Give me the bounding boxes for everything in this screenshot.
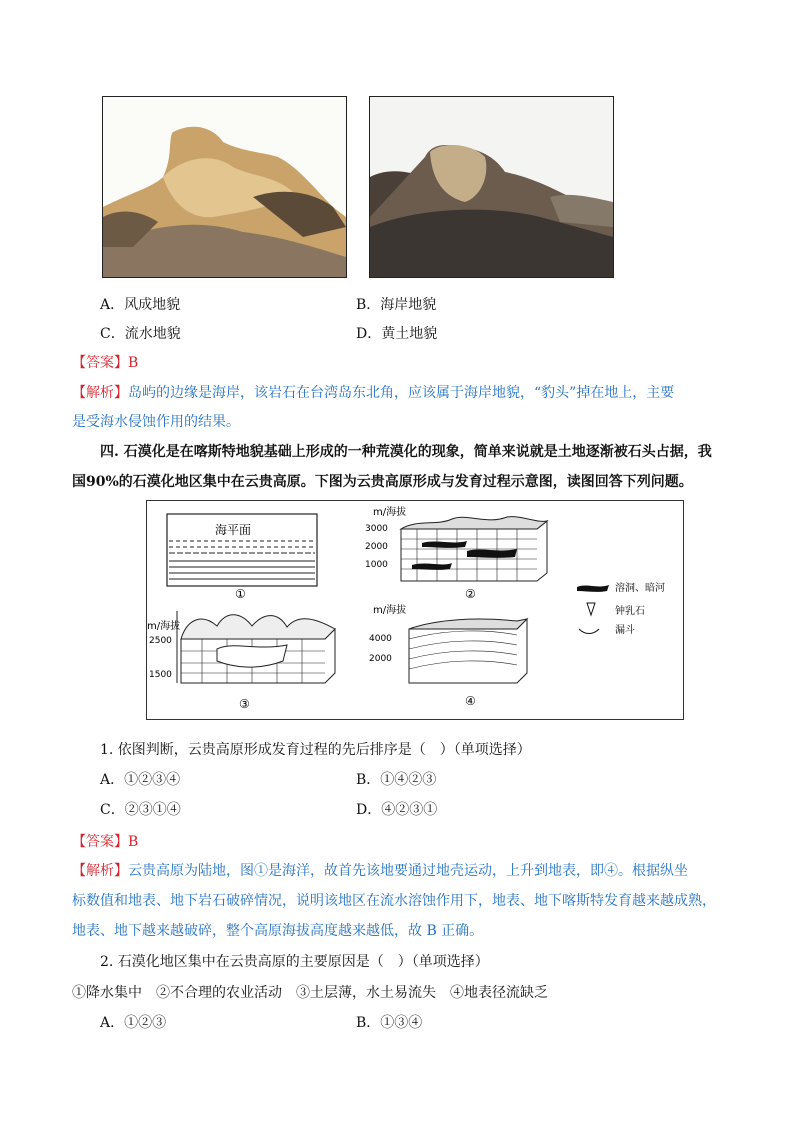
coastal-rock-photo-left [102, 96, 347, 278]
panel-3-number: ③ [239, 697, 250, 711]
q1-option-b: B．①④②③ [356, 772, 437, 788]
panel-1-number: ① [235, 587, 246, 601]
q2-option-a: A．①②③ [100, 1015, 167, 1031]
plateau-evolution-diagram [146, 500, 684, 720]
panel-2-number: ② [465, 587, 476, 601]
answer-tag: 【答案】 [72, 355, 128, 371]
q2-items: ①降水集中 ②不合理的农业活动 ③土层薄，水土易流失 ④地表径流缺乏 [72, 985, 548, 1001]
analysis-line-2: 是受海水侵蚀作用的结果。 [72, 414, 240, 430]
p4-tick-2000: 2000 [369, 654, 392, 664]
panel-3-unit: m/海拔 [147, 621, 181, 632]
p3-tick-2500: 2500 [149, 636, 172, 646]
panel-4 [369, 603, 527, 708]
answer-value: B [128, 355, 139, 371]
legend-stalactite: 钟乳石 [615, 606, 645, 617]
panel-3 [147, 611, 335, 711]
q1-answer-value: B [128, 834, 139, 850]
q2-stem: 2. 石漠化地区集中在云贵高原的主要原因是（ ）（单项选择） [100, 954, 489, 970]
option-c: C．流水地貌 [100, 326, 181, 342]
q2-option-b: B．①③④ [356, 1015, 423, 1031]
analysis-text-1: 岛屿的边缘是海岸，该岩石在台湾岛东北角，应该属于海岸地貌，“豹头”掉在地上，主要 [128, 385, 675, 401]
answer-line [72, 353, 138, 373]
q1-analysis-text-1: 云贵高原为陆地，图①是海洋，故首先该地要通过地壳运动，上升到地表，即④。根据纵坐 [128, 863, 688, 879]
coastal-rock-photo-right [369, 96, 614, 278]
q1-option-c: C．②③①④ [100, 802, 181, 818]
q1-answer-tag: 【答案】 [72, 834, 128, 850]
q1-analysis-tag: 【解析】 [72, 863, 128, 879]
panel-2-unit: m/海拔 [373, 507, 407, 518]
q1-analysis-line-3: 地表、地下越来越破碎，整个高原海拔高度越来越低，故 B 正确。 [72, 923, 484, 939]
option-d: D．黄土地貌 [356, 326, 438, 342]
section-4-line-2: 国90%的石漠化地区集中在云贵高原。下图为云贵高原形成与发育过程示意图，读图回答下列问题。 [72, 474, 693, 490]
sea-level-label: 海平面 [215, 523, 252, 537]
q1-answer-line [72, 832, 138, 852]
option-b: B．海岸地貌 [356, 297, 437, 313]
q1-option-d: D．④②③① [356, 802, 438, 818]
panel-2 [365, 505, 547, 601]
legend [577, 581, 665, 636]
q1-analysis-line-2: 标数值和地表、地下岩石破碎情况，说明该地区在流水溶蚀作用下，地表、地下喀斯特发育越来越成熟， [72, 893, 716, 909]
q1-analysis-line-1 [72, 861, 688, 881]
panel-4-unit: m/海拔 [373, 605, 407, 616]
option-a: A．风成地貌 [100, 297, 181, 313]
p2-tick-3000: 3000 [365, 524, 388, 534]
p3-tick-1500: 1500 [149, 670, 172, 680]
q1-option-a: A．①②③④ [100, 772, 181, 788]
panel-4-number: ④ [465, 694, 476, 708]
legend-sinkhole: 漏斗 [615, 625, 635, 636]
panel-1-sea [167, 514, 317, 601]
analysis-tag: 【解析】 [72, 385, 128, 401]
p4-tick-4000: 4000 [369, 634, 392, 644]
p2-tick-1000: 1000 [365, 560, 388, 570]
p2-tick-2000: 2000 [365, 542, 388, 552]
section-4-line-1: 四. 石漠化是在喀斯特地貌基础上形成的一种荒漠化的现象，简单来说就是土地逐渐被石头占据，我 [100, 444, 712, 460]
q1-stem: 1. 依图判断，云贵高原形成发育过程的先后排序是（ ）（单项选择） [100, 742, 531, 758]
analysis-line-1 [72, 383, 674, 403]
legend-cave: 溶洞、暗河 [615, 583, 665, 594]
